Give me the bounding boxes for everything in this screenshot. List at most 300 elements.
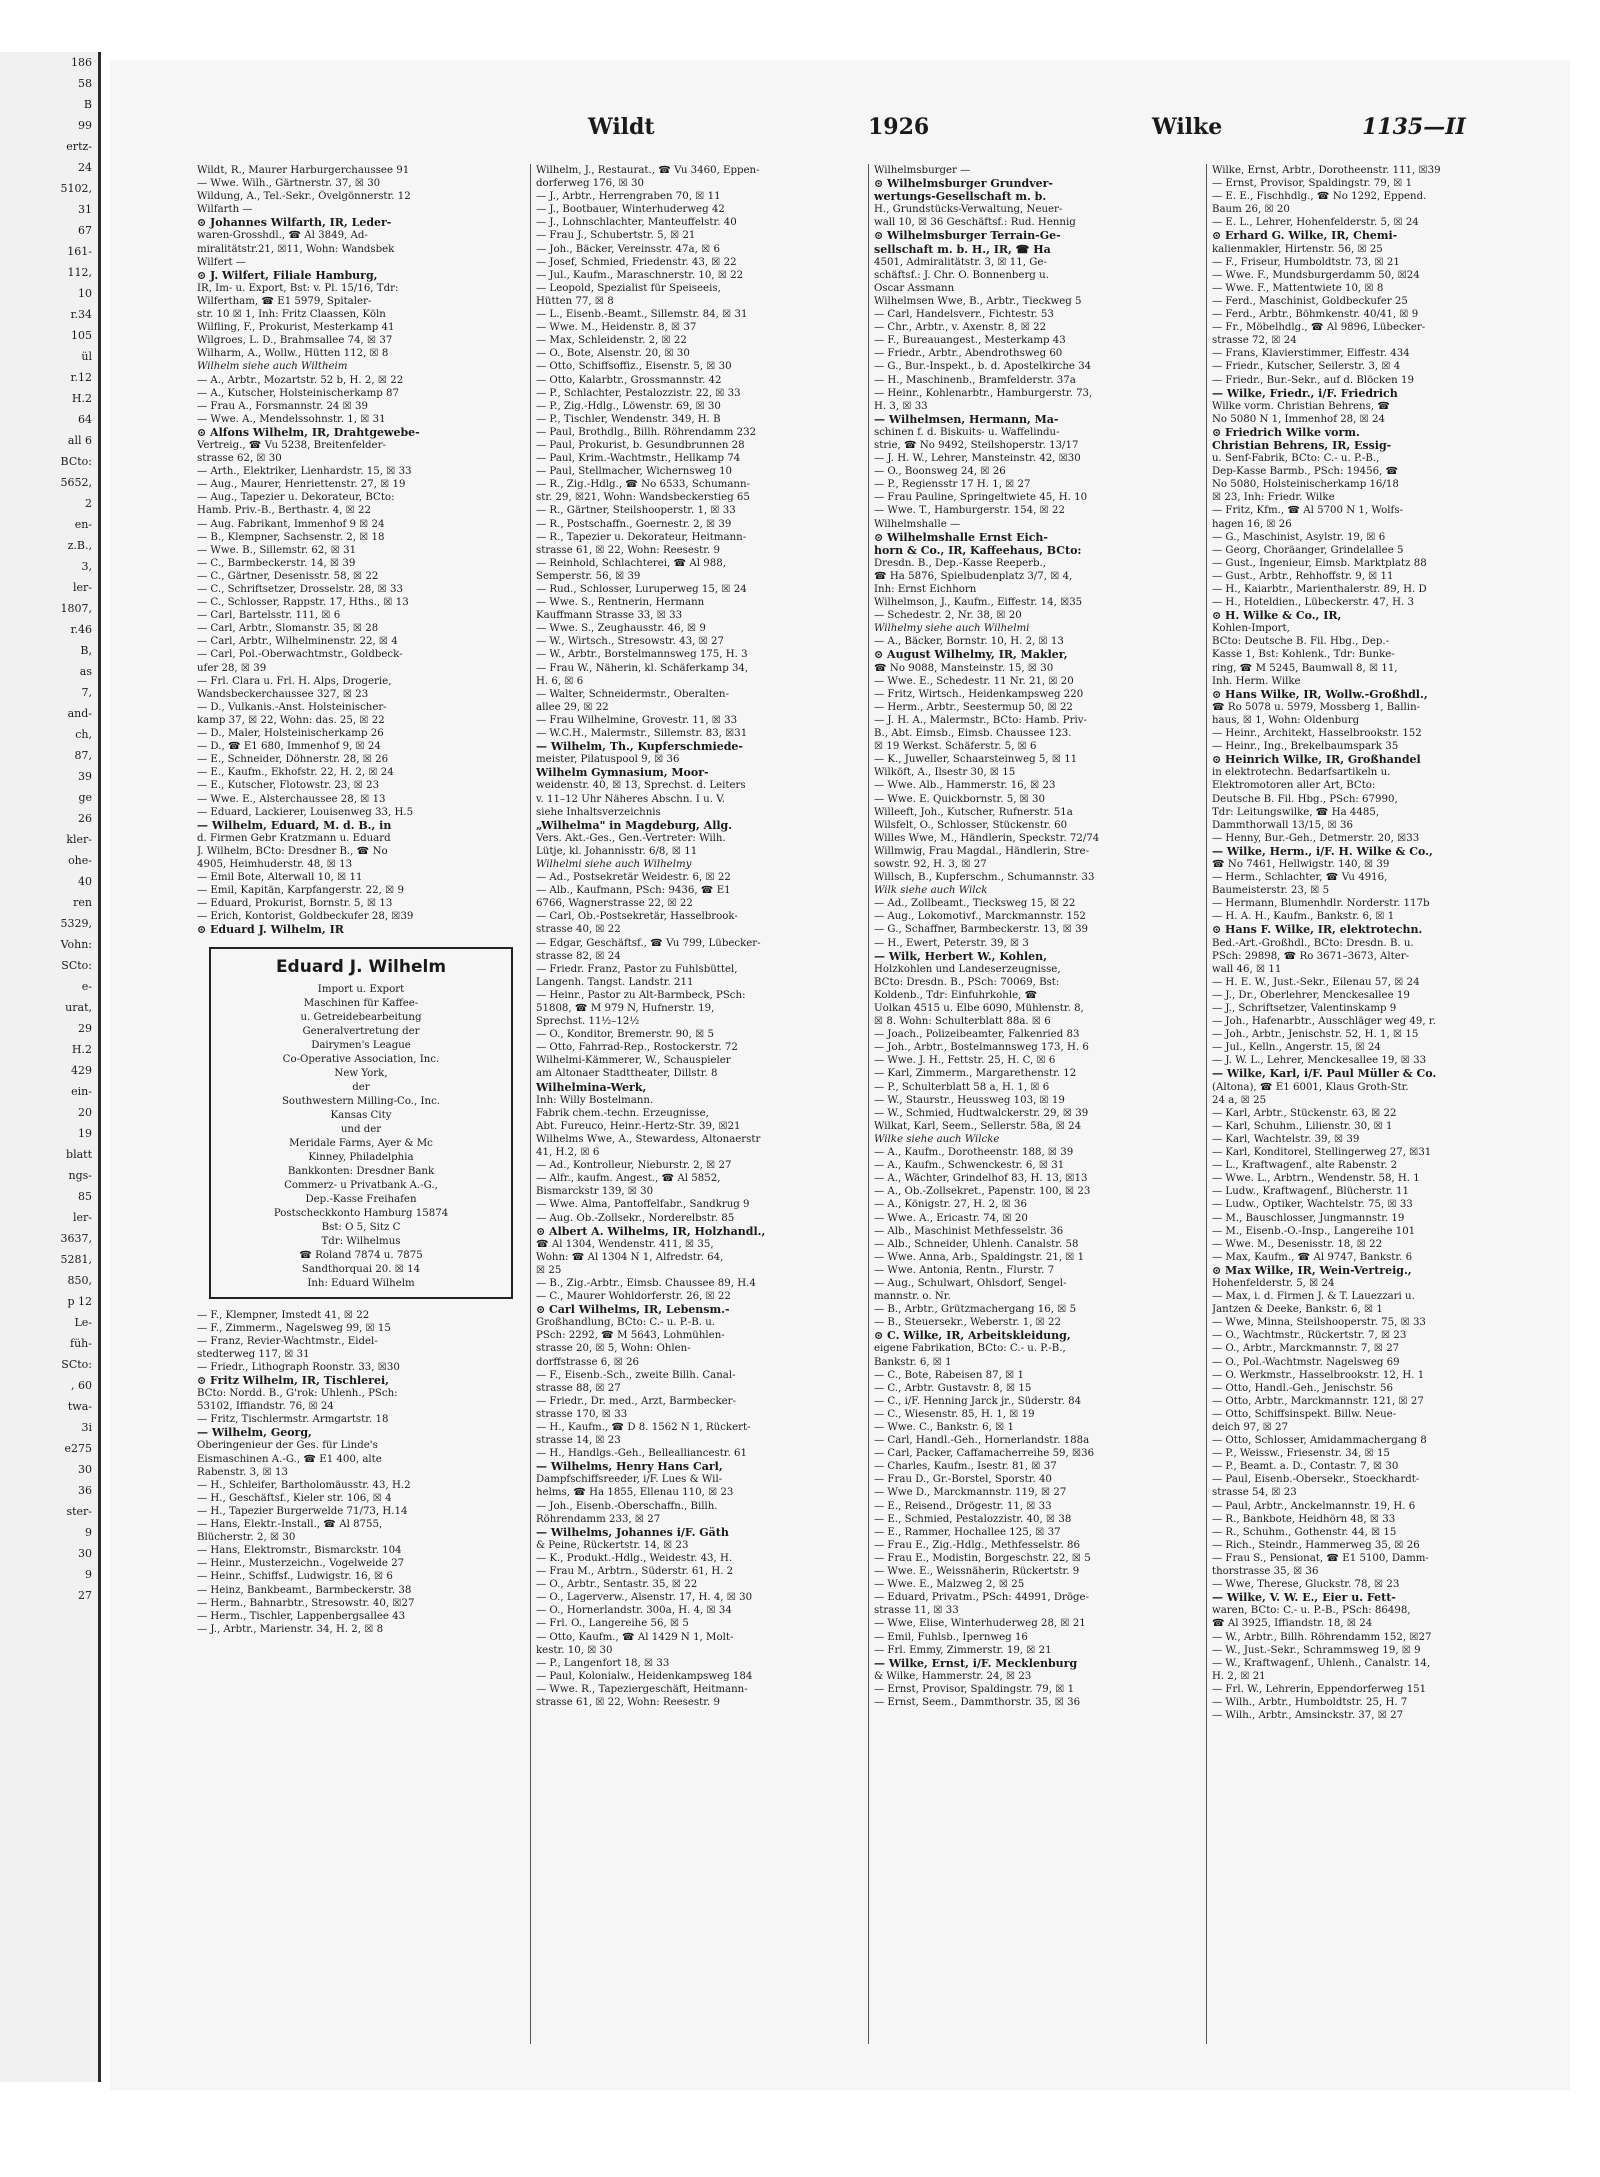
directory-entry: — Ferd., Arbtr., Böhmkenstr. 40/41, ☒ 9 xyxy=(1212,309,1419,321)
directory-entry: — Wwe. B., Sillemstr. 62, ☒ 31 xyxy=(197,544,357,556)
directory-entry: — A., Arbtr., Mozartstr. 52 b, H. 2, ☒ 22 xyxy=(197,374,404,386)
directory-entry: Wilhelm Gymnasium, Moor- xyxy=(536,766,709,780)
directory-entry: d. Firmen Gebr Kratzmann u. Eduard xyxy=(197,832,391,844)
directory-entry: 24 a, ☒ 25 xyxy=(1212,1094,1267,1106)
adjacent-page-fragment: ge xyxy=(78,791,92,804)
directory-entry: — Wwe. E., Alsterchaussee 28, ☒ 13 xyxy=(197,793,386,805)
adjacent-page-fragment: 30 xyxy=(78,1463,92,1476)
directory-entry: — Alb., Maschinist Methfesselstr. 36 xyxy=(874,1225,1064,1237)
directory-entry: — Paul, Krim.-Wachtmstr., Hellkamp 74 xyxy=(536,453,741,465)
directory-entry: — Aug., Tapezier u. Dekorateur, BCto: xyxy=(197,492,395,504)
directory-entry: — Friedr., Bur.-Sekr., auf d. Blöcken 19 xyxy=(1212,374,1414,386)
adjacent-page-fragment: ngs- xyxy=(68,1169,92,1182)
directory-entry: — W., Wirtsch., Stresowstr. 43, ☒ 27 xyxy=(536,636,724,648)
advertisement-line: Bankkonten: Dresdner Bank xyxy=(287,1165,435,1177)
directory-entry: — Wilhelmsen, Hermann, Ma- xyxy=(874,412,1059,426)
directory-entry: — C., Gärtner, Desenisstr. 58, ☒ 22 xyxy=(197,570,379,582)
column-2 xyxy=(530,164,868,2044)
directory-entry: thorstrasse 35, ☒ 36 xyxy=(1212,1566,1319,1578)
directory-entry: Wilhelms Wwe, A., Stewardess, Altonaerstr xyxy=(536,1133,761,1145)
adjacent-page-fragment: füh- xyxy=(70,1337,92,1350)
directory-entry: — Wwe, Elise, Winterhuderweg 28, ☒ 21 xyxy=(874,1618,1086,1630)
advertisement-line: Bst: O 5, Sitz C xyxy=(321,1221,401,1233)
directory-entry: — P., Tischler, Wendenstr. 349, H. B xyxy=(536,413,721,425)
directory-entry: — J. H. A., Malermstr., BCto: Hamb. Priv- xyxy=(874,714,1087,726)
directory-entry: Oberingenieur der Ges. für Linde's xyxy=(197,1440,378,1452)
directory-entry: — Paul, Stellmacher, Wichernsweg 10 xyxy=(536,466,733,478)
directory-entry: Rabenstr. 3, ☒ 13 xyxy=(197,1466,288,1478)
adjacent-page-fragment: ren xyxy=(73,896,92,909)
directory-entry: — P., Regiensstr 17 H. 1, ☒ 27 xyxy=(874,479,1031,491)
advertisement-line: Sandthorquai 20. ☒ 14 xyxy=(301,1263,421,1275)
directory-entry: — Otto, Schlosser, Amidammachergang 8 xyxy=(1212,1435,1427,1447)
directory-entry: — Heinr., Pastor zu Alt-Barmbeck, PSch: xyxy=(536,989,746,1001)
advertisement-line: Co-Operative Association, Inc. xyxy=(282,1053,440,1065)
directory-entry: — H. E. W., Just.-Sekr., Eilenau 57, ☒ 24 xyxy=(1212,976,1420,988)
directory-entry: Großhandlung, BCto: C.- u. P.-B. u. xyxy=(536,1317,716,1329)
directory-entry: Bismarckstr 139, ☒ 30 xyxy=(536,1186,654,1198)
directory-entry: — Fritz, Tischlermstr. Armgartstr. 18 xyxy=(197,1414,389,1426)
directory-entry: — Wwe, Therese, Gluckstr. 78, ☒ 23 xyxy=(1212,1579,1400,1591)
directory-entry: Baum 26, ☒ 20 xyxy=(1212,204,1290,216)
directory-entry: — F., Zimmerm., Nagelsweg 99, ☒ 15 xyxy=(197,1322,391,1334)
directory-entry: — Frau A., Forsmannstr. 24 ☒ 39 xyxy=(197,400,368,412)
directory-entry: — Friedr. Franz, Pastor zu Fuhlsbüttel, xyxy=(536,963,738,975)
directory-entry: — Max, Kaufm., ☎ Al 9747, Bankstr. 6 xyxy=(1212,1251,1413,1263)
directory-entry: deich 97, ☒ 27 xyxy=(1212,1422,1289,1433)
adjacent-page-fragment: kler- xyxy=(66,833,92,846)
directory-entry: — Friedr., Dr. med., Arzt, Barmbecker- xyxy=(536,1395,736,1407)
directory-entry: — Wwe. A., Mendelssohnstr. 1, ☒ 31 xyxy=(197,413,386,425)
adjacent-page-fragment: ein- xyxy=(71,1085,92,1098)
directory-entry: — C., Schriftsetzer, Drosselstr. 28, ☒ 33 xyxy=(197,584,404,595)
directory-entry: PSch: 29898, ☎ Ro 3671–3673, Alter- xyxy=(1212,950,1410,962)
directory-entry: sellschaft m. b. H., IR, ☎ Ha xyxy=(874,242,1051,256)
directory-entry: am Altonaer Stadttheater, Dillstr. 8 xyxy=(536,1068,718,1080)
directory-entry: — Aug. Ob.-Zollsekr., Norderelbstr. 85 xyxy=(536,1212,735,1224)
advertisement-box xyxy=(209,947,513,1299)
directory-entry: ⊙ J. Wilfert, Filiale Hamburg, xyxy=(197,268,378,282)
directory-entry: ☎ Al 1304, Wendenstr. 411, ☒ 35, xyxy=(536,1238,714,1250)
directory-entry: — R., Schuhm., Gothenstr. 44, ☒ 15 xyxy=(1212,1526,1397,1538)
directory-entry: Semperstr. 56, ☒ 39 xyxy=(536,570,641,582)
directory-entry: — Wwe. Anna, Arb., Spaldingstr. 21, ☒ 1 xyxy=(874,1251,1085,1263)
adjacent-page-fragment: 5329, xyxy=(60,917,92,930)
directory-entry: ⊙ Max Wilke, IR, Wein-Vertreig., xyxy=(1212,1263,1412,1277)
directory-entry: — Arth., Elektriker, Lienhardstr. 15, ☒ 33 xyxy=(197,466,412,478)
directory-entry: — W., Arbtr., Billh. Röhrendamm 152, ☒27 xyxy=(1212,1631,1432,1643)
directory-entry: — Wilhelm, Th., Kupferschmiede- xyxy=(536,740,743,754)
directory-entry: — O., Pol.-Wachtmstr. Nagelsweg 69 xyxy=(1212,1356,1400,1368)
directory-entry: — Aug., Maurer, Henriettenstr. 27, ☒ 19 xyxy=(197,479,406,491)
adjacent-page-fragment: 40 xyxy=(78,875,92,888)
directory-entry: horn & Co., IR, Kaffeehaus, BCto: xyxy=(874,543,1082,557)
directory-entry: — W.C.H., Malermstr., Sillemstr. 83, ☒31 xyxy=(536,728,748,740)
directory-entry: — Wwe. S., Rentnerin, Hermann xyxy=(536,597,705,609)
directory-entry: — Otto, Kaufm., ☎ Al 1429 N 1, Molt- xyxy=(536,1631,734,1643)
adjacent-page-fragment: 5102, xyxy=(60,182,92,195)
directory-entry: Abt. Fureuco, Heinr.-Hertz-Str. 39, ☒21 xyxy=(536,1120,741,1132)
adjacent-page-fragment: 112, xyxy=(67,266,92,279)
directory-entry: — P., Langenfort 18, ☒ 33 xyxy=(536,1657,670,1669)
directory-entry: — Ludw., Kraftwagenf., Blücherstr. 11 xyxy=(1212,1186,1409,1198)
directory-entry: — J., Arbtr., Marienstr. 34, H. 2, ☒ 8 xyxy=(197,1623,384,1635)
directory-entry: Vertreig., ☎ Vu 5238, Breitenfelder- xyxy=(197,439,386,451)
directory-entry: strasse 72, ☒ 24 xyxy=(1212,335,1297,347)
directory-entry: — Wilh., Arbtr., Amsinckstr. 37, ☒ 27 xyxy=(1212,1710,1404,1722)
advertisement-line: ☎ Roland 7874 u. 7875 xyxy=(299,1249,423,1261)
directory-entry: — K., Juweller, Schaarsteinweg 5, ☒ 11 xyxy=(874,754,1078,766)
directory-entry: — Wwe. Wilh., Gärtnerstr. 37, ☒ 30 xyxy=(197,178,381,190)
directory-entry: — Paul, Prokurist, b. Gesundbrunnen 28 xyxy=(536,439,745,451)
directory-entry: — Emil, Fuhlsb., Ipernweg 16 xyxy=(874,1631,1028,1643)
directory-entry: — Otto, Schiffsoffiz., Eisenstr. 5, ☒ 30 xyxy=(536,361,732,373)
directory-entry: Willeeft, Joh., Kutscher, Rufnerstr. 51a xyxy=(874,806,1073,818)
directory-entry: — W., Kraftwagenf., Uhlenh., Canalstr. 14, xyxy=(1212,1657,1431,1669)
directory-entry: — Fritz, Kfm., ☎ Al 5700 N 1, Wolfs- xyxy=(1212,505,1403,517)
directory-entry: — A., Bäcker, Bornstr. 10, H. 2, ☒ 13 xyxy=(874,636,1064,648)
adjacent-page-fragment: 39 xyxy=(78,770,92,783)
directory-entry: — C., Barmbeckerstr. 14, ☒ 39 xyxy=(197,557,356,569)
directory-entry: v. 11–12 Uhr Näheres Abschn. I u. V. xyxy=(536,793,726,805)
advertisement-line: Maschinen für Kaffee- xyxy=(303,997,419,1009)
directory-entry: Sprechst. 11½–12½ xyxy=(536,1016,640,1028)
directory-entry: — Wwe. E., Weissnäherin, Rückertstr. 9 xyxy=(874,1566,1080,1578)
adjacent-page-fragment: 3, xyxy=(81,560,92,573)
directory-entry: Elektromotoren aller Art, BCto: xyxy=(1212,780,1376,792)
directory-entry: — Edgar, Geschäftsf., ☎ Vu 799, Lübecker- xyxy=(536,937,761,949)
directory-entry: BCto: Nordd. B., G'rok: Uhlenh., PSch: xyxy=(197,1388,398,1400)
advertisement-line: Inh: Eduard Wilhelm xyxy=(307,1277,415,1289)
advertisement-line: u. Getreidebearbeitung xyxy=(300,1011,422,1023)
directory-entry: — Frau J., Schubertstr. 5, ☒ 21 xyxy=(536,230,696,242)
directory-entry: ⊙ Fritz Wilhelm, IR, Tischlerei, xyxy=(197,1374,389,1387)
directory-entry: helms, ☎ Ha 1855, Ellenau 110, ☒ 23 xyxy=(536,1487,734,1499)
directory-entry: — Fr., Möbelhdlg., ☎ Al 9896, Lübecker- xyxy=(1212,322,1426,334)
directory-entry: — Wwe. Alma, Pantoffelfabr., Sandkrug 9 xyxy=(536,1199,750,1211)
directory-entry: PSch: 2292, ☎ M 5643, Lohmühlen- xyxy=(536,1330,725,1342)
directory-entry: — A., Königstr. 27, H. 2, ☒ 36 xyxy=(874,1199,1027,1211)
directory-entry: — Ludw., Optiker, Wachtelstr. 75, ☒ 33 xyxy=(1212,1199,1413,1211)
directory-entry: — G., Maschinist, Asylstr. 19, ☒ 6 xyxy=(1212,531,1386,543)
adjacent-page-fragment: 2 xyxy=(85,497,92,510)
directory-entry: J. Wilhelm, BCto: Dresdner B., ☎ No xyxy=(197,845,388,857)
directory-entry: — G., Schaffner, Barmbeckerstr. 13, ☒ 39 xyxy=(874,924,1089,936)
directory-entry: — Alb., Schneider, Uhlenh. Canalstr. 58 xyxy=(874,1238,1079,1250)
advertisement-line: Commerz- u Privatbank A.-G., xyxy=(284,1179,438,1191)
directory-entry: — F., Klempner, Imstedt 41, ☒ 22 xyxy=(197,1309,370,1321)
directory-entry: ⊙ Johannes Wilfarth, IR, Leder- xyxy=(197,216,392,230)
adjacent-page-fragment: 7, xyxy=(81,686,92,699)
directory-entry: — Wwe. Antonia, Rentn., Flurstr. 7 xyxy=(874,1264,1055,1276)
directory-entry: Kasse 1, Bst: Kohlenk., Tdr: Bunke- xyxy=(1212,649,1395,661)
directory-entry: Bed.-Art.-Großhdl., BCto: Dresdn. B. u. xyxy=(1212,937,1414,949)
column-1 xyxy=(192,164,530,2044)
adjacent-page-fragment: 20 xyxy=(78,1106,92,1119)
adjacent-page-fragment: 19 xyxy=(78,1127,92,1140)
directory-entry: — Walter, Schneidermstr., Oberalten- xyxy=(536,688,729,700)
adjacent-page-fragment: 31 xyxy=(78,203,92,216)
directory-entry: — C., Schlosser, Rappstr. 17, Hths., ☒ 13 xyxy=(197,597,409,609)
directory-entry: ☎ No 7461, Hellwigstr. 140, ☒ 39 xyxy=(1212,858,1390,870)
adjacent-page-fragment: 161- xyxy=(67,245,92,258)
directory-entry: — B., Klempner, Sachsenstr. 2, ☒ 18 xyxy=(197,531,385,543)
directory-entry: — Jul., Kelln., Angerstr. 15, ☒ 24 xyxy=(1212,1042,1381,1054)
directory-entry: — Heinr., Kohlenarbtr., Hamburgerstr. 73, xyxy=(874,387,1093,399)
directory-entry: — C., i/F. Henning Jarck jr., Süderstr. 84 xyxy=(874,1395,1082,1407)
directory-entry: — Heinr., Ing., Brekelbaumspark 35 xyxy=(1212,741,1399,753)
directory-entry: strasse 54, ☒ 23 xyxy=(1212,1487,1297,1499)
directory-entry: — Georg, Choräanger, Grindelallee 5 xyxy=(1212,544,1404,556)
directory-entry: Wilhelm, J., Restaurat., ☎ Vu 3460, Eppen- xyxy=(536,165,760,176)
directory-entry: — G., Bur.-Inspekt., b. d. Apostelkirche 34 xyxy=(874,361,1092,373)
directory-entry: ⊙ Carl Wilhelms, IR, Lebensm.- xyxy=(536,1303,730,1317)
directory-entry: — Wwe. M., Heidenstr. 8, ☒ 37 xyxy=(536,322,697,334)
directory-entry: H. 3, ☒ 33 xyxy=(874,400,928,412)
directory-entry: (Altona), ☎ E1 6001, Klaus Groth-Str. xyxy=(1212,1081,1409,1093)
directory-entry: — D., ☎ E1 680, Immenhof 9, ☒ 24 xyxy=(197,741,381,753)
directory-entry: BCto: Deutsche B. Fil. Hbg., Dep.- xyxy=(1212,636,1390,648)
directory-entry: Lütje, kl. Johannisstr. 6/8, ☒ 11 xyxy=(536,845,698,857)
adjacent-page-fragment: 10 xyxy=(78,287,92,300)
directory-entry: — Wwe. E., Malzweg 2, ☒ 25 xyxy=(874,1579,1025,1591)
directory-entry: 51808, ☎ M 979 N, Hufnerstr. 19, xyxy=(536,1003,715,1014)
directory-entry: & Peine, Rückertstr. 14, ☒ 23 xyxy=(536,1539,689,1551)
directory-entry: Oscar Assmann xyxy=(874,282,955,294)
directory-entry: Wandsbeckerchaussee 327, ☒ 23 xyxy=(197,688,369,700)
directory-entry: Wilhelmy siehe auch Wilhelmi xyxy=(874,623,1030,635)
directory-entry: — Karl, Zimmerm., Margarethenstr. 12 xyxy=(874,1068,1077,1080)
directory-entry: — Ad., Zollbeamt., Tiecksweg 15, ☒ 22 xyxy=(874,898,1076,910)
directory-entry: Hütten 77, ☒ 8 xyxy=(536,295,614,307)
advertisement-line: und der xyxy=(340,1123,382,1135)
adjacent-page-fragment: ertz- xyxy=(66,140,92,153)
directory-entry: — Herm., Schlachter, ☎ Vu 4916, xyxy=(1212,872,1388,884)
directory-entry: schinen f. d. Biskuits- u. Waffelindu- xyxy=(874,426,1060,438)
directory-entry: stedterweg 117, ☒ 31 xyxy=(197,1348,310,1360)
directory-entry: — Wilke, Friedr., i/F. Friedrich xyxy=(1212,386,1398,400)
directory-entry: — E., Schneider, Döhnerstr. 28, ☒ 26 xyxy=(197,754,389,766)
advertisement-line: Generalvertretung der xyxy=(302,1025,420,1037)
advertisement-title: Eduard J. Wilhelm xyxy=(275,956,447,977)
directory-entry: — O., Hornerlandstr. 300a, H. 4, ☒ 34 xyxy=(536,1605,732,1617)
directory-entry: in elektrotechn. Bedarfsartikeln u. xyxy=(1212,767,1391,779)
adjacent-page-fragment: 36 xyxy=(78,1484,92,1497)
directory-entry: strie, ☎ No 9492, Steilshoperstr. 13/17 xyxy=(874,439,1079,451)
directory-entry: — H., Tapezier Burgerwelde 71/73, H.14 xyxy=(197,1505,408,1517)
directory-entry: ⊙ Hans Wilke, IR, Wollw.-Großhdl., xyxy=(1212,687,1428,701)
directory-entry: ⊙ Heinrich Wilke, IR, Großhandel xyxy=(1212,753,1421,767)
directory-entry: — O., Wachtmstr., Rückertstr. 7, ☒ 23 xyxy=(1212,1330,1407,1342)
directory-entry: — Ernst, Provisor, Spaldingstr. 79, ☒ 1 xyxy=(1212,178,1413,190)
directory-entry: Inh: Willy Bostelmann. xyxy=(536,1094,654,1106)
directory-entry: — Wwe. C., Bankstr. 6, ☒ 1 xyxy=(874,1422,1014,1433)
directory-entry: — D., Vulkanis.-Anst. Holsteinischer- xyxy=(197,701,387,713)
directory-entry: — A., Kaufm., Dorotheenstr. 188, ☒ 39 xyxy=(874,1147,1074,1159)
directory-entry: — Wwe. A., Ericastr. 74, ☒ 20 xyxy=(874,1212,1028,1224)
directory-entry: ⊙ H. Wilke & Co., IR, xyxy=(1212,609,1342,623)
directory-entry: — M., Bauschlosser, Jungmannstr. 19 xyxy=(1212,1212,1405,1224)
directory-entry: — Josef, Schmied, Friedenstr. 43, ☒ 22 xyxy=(536,256,737,268)
directory-entry: — R., Postschaffn., Goernestr. 2, ☒ 39 xyxy=(536,518,732,530)
directory-entry: — Hans, Elektr.-Install., ☎ Al 8755, xyxy=(197,1519,383,1531)
directory-entry: Wilharm, A., Wollw., Hütten 112, ☒ 8 xyxy=(197,348,389,360)
directory-entry: Christian Behrens, IR, Essig- xyxy=(1212,438,1392,452)
directory-entry: — O. Werkmstr., Hasselbrookstr. 12, H. 1 xyxy=(1212,1369,1425,1381)
directory-entry: ⊙ Alfons Wilhelm, IR, Drahtgewebe- xyxy=(197,425,420,439)
directory-entry: B., Abt. Eimsb., Eimsb. Chaussee 123. xyxy=(874,728,1072,740)
adjacent-page-strip xyxy=(0,52,101,2082)
directory-entry: — Wwe. J. H., Fettstr. 25, H. C, ☒ 6 xyxy=(874,1055,1056,1067)
directory-entry: Holzkohlen und Landeserzeugnisse, xyxy=(874,963,1061,975)
directory-entry: — Alb., Kaufmann, PSch: 9436, ☎ E1 xyxy=(536,885,731,897)
directory-entry: — Eduard, Lackierer, Louisenweg 33, H.5 xyxy=(197,806,414,818)
adjacent-page-fragment: r.46 xyxy=(70,623,92,636)
directory-entry: — Ferd., Maschinist, Goldbeckufer 25 xyxy=(1212,295,1408,307)
directory-entry: 41, H.2, ☒ 6 xyxy=(536,1147,600,1159)
directory-entry: Dep-Kasse Barmb., PSch: 19456, ☎ xyxy=(1212,466,1399,478)
directory-entry: Wilhelmson, J., Kaufm., Eiffestr. 14, ☒35 xyxy=(874,597,1083,609)
directory-entry: — Alfr., kaufm. Angest., ☎ Al 5852, xyxy=(536,1173,721,1185)
directory-entry: — Rud., Schlosser, Luruperweg 15, ☒ 24 xyxy=(536,584,747,595)
directory-entry: — Wilke, Karl, i/F. Paul Müller & Co. xyxy=(1212,1067,1437,1081)
directory-entry: No 5080 N 1, Immenhof 28, ☒ 24 xyxy=(1212,413,1385,425)
directory-entry: kestr. 10, ☒ 30 xyxy=(536,1644,613,1656)
directory-entry: ⊙ Wilhelmsburger Terrain-Ge- xyxy=(874,229,1061,243)
directory-entry: Dampfschiffsreeder, i/F. Lues & Wil- xyxy=(536,1474,723,1486)
adjacent-page-fragment: ohe- xyxy=(68,854,92,867)
directory-entry: — Frau Pauline, Springeltwiete 45, H. 10 xyxy=(874,492,1088,504)
directory-entry: — J., Arbtr., Herrengraben 70, ☒ 11 xyxy=(536,191,721,203)
directory-entry: Koldenb., Tdr: Einfuhrkohle, ☎ xyxy=(874,989,1038,1001)
directory-entry: — O., Bote, Alsenstr. 20, ☒ 30 xyxy=(536,348,690,360)
directory-entry: — Frau D., Gr.-Borstel, Sporstr. 40 xyxy=(874,1474,1052,1486)
directory-entry: Wilsfelt, O., Schlosser, Stückenstr. 60 xyxy=(874,819,1068,831)
directory-entry: — Herm., Tischler, Lappenbergsallee 43 xyxy=(197,1610,406,1622)
adjacent-page-fragment: r.34 xyxy=(70,308,92,321)
adjacent-page-fragment: 5281, xyxy=(60,1253,92,1266)
header-page-number: 1135—II xyxy=(1362,114,1466,140)
directory-entry: — Reinhold, Schlachterei, ☎ Al 988, xyxy=(536,557,726,569)
directory-entry: — Joh., Bäcker, Vereinsstr. 47a, ☒ 6 xyxy=(536,243,720,255)
adjacent-page-fragment: z.B., xyxy=(67,539,92,552)
directory-entry: — C., Bote, Rabeisen 87, ☒ 1 xyxy=(874,1369,1024,1381)
directory-entry: str. 10 ☒ 1, Inh: Fritz Claassen, Köln xyxy=(197,309,386,321)
header-first-name: Wildt xyxy=(588,114,655,140)
directory-entry: Jantzen & Deeke, Bankstr. 6, ☒ 1 xyxy=(1212,1304,1383,1316)
adjacent-page-fragment: 105 xyxy=(71,329,92,342)
directory-entry: — J. H. W., Lehrer, Mansteinstr. 42, ☒30 xyxy=(874,453,1081,465)
directory-entry: mannstr. o. Nr. xyxy=(874,1291,951,1303)
directory-entry: — P., Schlachter, Pestalozzistr. 22, ☒ 33 xyxy=(536,387,741,399)
directory-entry: ⊙ Hans F. Wilke, IR, elektrotechn. xyxy=(1212,923,1423,937)
directory-entry: — Carl, Arbtr., Slomanstr. 35, ☒ 28 xyxy=(197,623,379,635)
adjacent-page-fragment: ster- xyxy=(66,1505,92,1518)
directory-entry: haus, ☒ 1, Wohn: Oldenburg xyxy=(1212,714,1360,726)
directory-entry: — Wwe. T., Hamburgerstr. 154, ☒ 22 xyxy=(874,505,1065,517)
directory-entry: strasse 88, ☒ 27 xyxy=(536,1382,621,1394)
directory-entry: — C., Arbtr. Gustavstr. 8, ☒ 15 xyxy=(874,1382,1032,1394)
directory-entry: — Otto, Schiffsinspekt. Billw. Neue- xyxy=(1212,1408,1397,1420)
directory-entry: — Karl, Wachtelstr. 39, ☒ 39 xyxy=(1212,1133,1360,1145)
directory-entry: — R., Tapezier u. Dekorateur, Heitmann- xyxy=(536,531,747,543)
directory-entry: — J., Bootbauer, Winterhuderweg 42 xyxy=(536,204,725,216)
running-header xyxy=(200,108,1570,148)
directory-entry: 6766, Wagnerstrasse 22, ☒ 22 xyxy=(536,898,693,910)
directory-entry: — Karl, Schuhm., Lilienstr. 30, ☒ 1 xyxy=(1212,1120,1393,1132)
directory-entry: — Joh., Eisenb.-Oberschaffn., Billh. xyxy=(536,1500,718,1512)
directory-entry: — F., Bureauangest., Mesterkamp 43 xyxy=(874,335,1066,347)
directory-entry: — H., Hoteldien., Lübeckerstr. 47, H. 3 xyxy=(1212,597,1414,609)
directory-entry: — B., Zig.-Arbtr., Eimsb. Chaussee 89, H.4 xyxy=(536,1277,756,1289)
directory-entry: — E., Reisend., Drögestr. 11, ☒ 33 xyxy=(874,1500,1052,1512)
directory-entry: — Fritz, Wirtsch., Heidenkampsweg 220 xyxy=(874,688,1084,700)
directory-entry: H. 6, ☒ 6 xyxy=(536,675,584,687)
directory-entry: — Frans, Klavierstimmer, Eiffestr. 434 xyxy=(1212,348,1410,360)
adjacent-page-fragment: 67 xyxy=(78,224,92,237)
directory-entry: Wilhelmina-Werk, xyxy=(536,1080,647,1094)
directory-entry: — Wwe. R., Tapeziergeschäft, Heitmann- xyxy=(536,1683,748,1695)
directory-entry: — R., Zig.-Hdlg., ☎ No 6533, Schumann- xyxy=(536,479,750,491)
directory-entry: — Friedr., Kutscher, Seilerstr. 3, ☒ 4 xyxy=(1212,361,1401,373)
adjacent-page-fragment: r.12 xyxy=(70,371,92,384)
directory-entry: — C., Wiesenstr. 85, H. 1, ☒ 19 xyxy=(874,1408,1035,1420)
directory-entry: ⊙ Eduard J. Wilhelm, IR xyxy=(197,923,344,937)
directory-entry: — Rich., Steindr., Hammerweg 35, ☒ 26 xyxy=(1212,1539,1420,1551)
directory-entry: — R., Gärtner, Steilshooperstr. 1, ☒ 33 xyxy=(536,505,736,517)
directory-entry: — L., Kraftwagenf., alte Rabenstr. 2 xyxy=(1212,1160,1398,1172)
directory-entry: — F., Eisenb.-Sch., zweite Billh. Canal- xyxy=(536,1369,736,1381)
directory-entry: — Frl. O., Langereihe 56, ☒ 5 xyxy=(536,1618,689,1630)
adjacent-page-fragment: 27 xyxy=(78,1589,92,1602)
directory-entry: ☒ 23, Inh: Friedr. Wilke xyxy=(1212,492,1335,504)
directory-entry: schäftsf.: J. Chr. O. Bonnenberg u. xyxy=(874,269,1049,281)
directory-entry: — A., Kaufm., Schwenckestr. 6, ☒ 31 xyxy=(874,1160,1065,1172)
directory-entry: IR, Im- u. Export, Bst: v. Pl. 15/16, Tdr: xyxy=(197,282,399,294)
adjacent-page-fragment: B xyxy=(83,98,92,111)
directory-entry: — Ernst, Provisor, Spaldingstr. 79, ☒ 1 xyxy=(874,1683,1075,1695)
directory-entry: ☒ 25 xyxy=(536,1264,562,1276)
directory-entry: — Wwe. L., Arbtrn., Wendenstr. 58, H. 1 xyxy=(1212,1173,1420,1185)
directory-entry: — E., Kutscher, Flotowstr. 23, ☒ 23 xyxy=(197,780,380,792)
directory-entry: — Chr., Arbtr., v. Axenstr. 8, ☒ 22 xyxy=(874,322,1047,334)
adjacent-page-fragment: 9 xyxy=(85,1526,92,1539)
column-4 xyxy=(1206,164,1544,2044)
directory-entry: — R., Bankbote, Heidhörn 48, ☒ 33 xyxy=(1212,1513,1396,1525)
directory-entry: — Otto, Arbtr., Marckmannstr. 121, ☒ 27 xyxy=(1212,1395,1424,1407)
directory-entry: — Aug., Schulwart, Ohlsdorf, Sengel- xyxy=(874,1277,1067,1289)
column-3 xyxy=(868,164,1206,2044)
directory-entry: — Max, i. d. Firmen J. & T. Lauezzari u. xyxy=(1212,1291,1415,1303)
directory-entry: — Gust., Ingenieur, Eimsb. Marktplatz 88 xyxy=(1212,557,1427,569)
directory-entry: Tdr: Leitungswilke, ☎ Ha 4485, xyxy=(1212,806,1380,818)
directory-entry: — L., Eisenb.-Beamt., Sillemstr. 84, ☒ 31 xyxy=(536,309,748,321)
directory-entry: — Paul, Eisenb.-Obersekr., Stoeckhardt- xyxy=(1212,1474,1420,1486)
directory-entry: Vers. Akt.-Ges., Gen.-Vertreter: Wilh. xyxy=(536,832,726,844)
directory-entry: — Frau E., Zig.-Hdlg., Methfesselstr. 86 xyxy=(874,1539,1080,1551)
directory-entry: Fabrik chem.-techn. Erzeugnisse, xyxy=(536,1107,709,1119)
directory-entry: Röhrendamm 233, ☒ 27 xyxy=(536,1513,661,1525)
directory-entry: — Frl. W., Lehrerin, Eppendorferweg 151 xyxy=(1212,1683,1427,1695)
directory-entry: strasse 40, ☒ 22 xyxy=(536,924,621,936)
directory-entry: BCto: Dresdn. B., PSch: 70069, Bst: xyxy=(874,976,1060,988)
directory-entry: — Karl, Konditorel, Stellingerweg 27, ☒31 xyxy=(1212,1147,1432,1159)
directory-entry: — Ad., Postsekretär Weidestr. 6, ☒ 22 xyxy=(536,872,731,884)
directory-entry: — A., Kutscher, Holsteinischerkamp 87 xyxy=(197,387,400,399)
directory-entry: Deutsche B. Fil. Hbg., PSch: 67990, xyxy=(1212,793,1398,805)
directory-entry: meister, Pilatuspool 9, ☒ 36 xyxy=(536,754,680,766)
directory-entry: H., Grundstücks-Verwaltung, Neuer- xyxy=(874,204,1063,216)
